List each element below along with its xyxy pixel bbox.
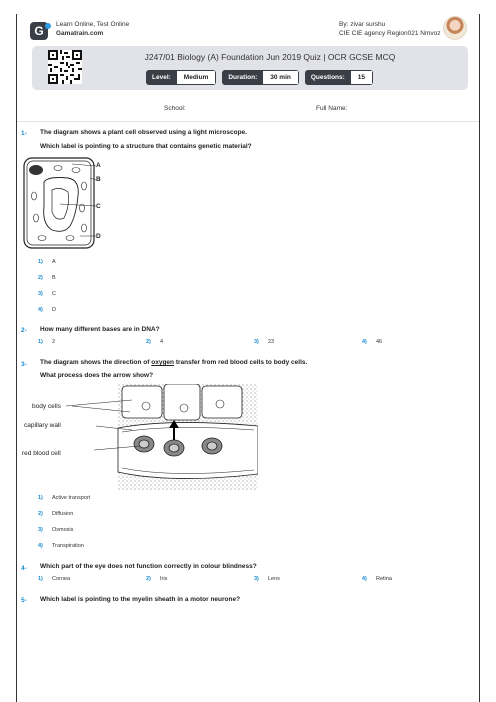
oxygen-diffusion-diagram [22,384,258,490]
option[interactable]: 1) Cornea [38,576,71,582]
question-text: How many different bases are in DNA? [40,326,160,333]
option[interactable]: 3) 23 [254,339,275,345]
qr-code-icon [48,50,82,84]
cell-label-d: D [96,233,101,240]
oxygen-keyword: oxygen [151,359,175,366]
divider [17,121,479,122]
label-capillary-wall: capillary wall [24,422,61,429]
option[interactable]: 2) Iris [146,576,168,582]
question-text: Which part of the eye does not function correctly in colour blindness? [40,563,257,570]
option[interactable]: 4) Transpiration [38,543,84,549]
question-text: Which label is pointing to the myelin sheath in a motor neurone? [40,596,241,603]
brand[interactable] [30,20,129,40]
option[interactable]: 2) Diffusion [38,511,74,517]
school-field[interactable]: School: [164,105,186,112]
option[interactable]: 1) A [38,259,56,265]
option[interactable]: 1) Active transport [38,495,91,501]
byline [339,20,441,38]
name-field[interactable]: Full Name: [316,105,348,112]
option[interactable]: 4) D [38,307,56,313]
question-text: What process does the arrow show? [40,372,154,379]
question-number: 3- [21,361,27,368]
option[interactable]: 3) C [38,291,56,297]
option[interactable]: 3) Osmosis [38,527,74,533]
organization: CIE CIE agency Region021 Nmvoz [339,30,441,37]
option[interactable]: 2) 4 [146,339,164,345]
gamatrain-logo: G [30,22,48,40]
site-link[interactable]: Gamatrain.com [56,30,104,37]
question-number: 1- [21,130,27,137]
question-text: The diagram shows a plant cell observed using a light microscope. [40,129,247,136]
option[interactable]: 4) 46 [362,339,383,345]
cell-label-b: B [96,176,101,183]
question-number: 4- [21,565,27,572]
author: By: zivar surshu [339,21,386,28]
cell-label-c: C [96,203,101,210]
option[interactable]: 1) 2 [38,339,56,345]
questions-pill: Questions: 15 [305,70,373,85]
avatar[interactable] [443,16,467,40]
label-body-cells: body cells [32,403,61,410]
page-title: J247/01 Biology (A) Foundation Jun 2019 Quiz | OCR GCSE MCQ [144,52,396,62]
cell-label-a: A [96,162,101,169]
question-number: 5- [21,597,27,604]
option[interactable]: 3) Lens [254,576,280,582]
tagline: Learn Online, Test Online [56,21,130,28]
option[interactable]: 4) Retina [362,576,392,582]
question-text: The diagram shows the direction of oxygen transfer from red blood cells to body cells. [40,359,308,366]
label-red-blood-cell: red blood cell [22,450,61,457]
question-number: 2- [21,327,27,334]
question-text: Which label is pointing to a structure that contains genetic material? [40,143,252,150]
level-pill: Level: Medium [146,70,216,85]
duration-pill: Duration: 30 min [222,70,298,85]
option[interactable]: 2) B [38,275,56,281]
